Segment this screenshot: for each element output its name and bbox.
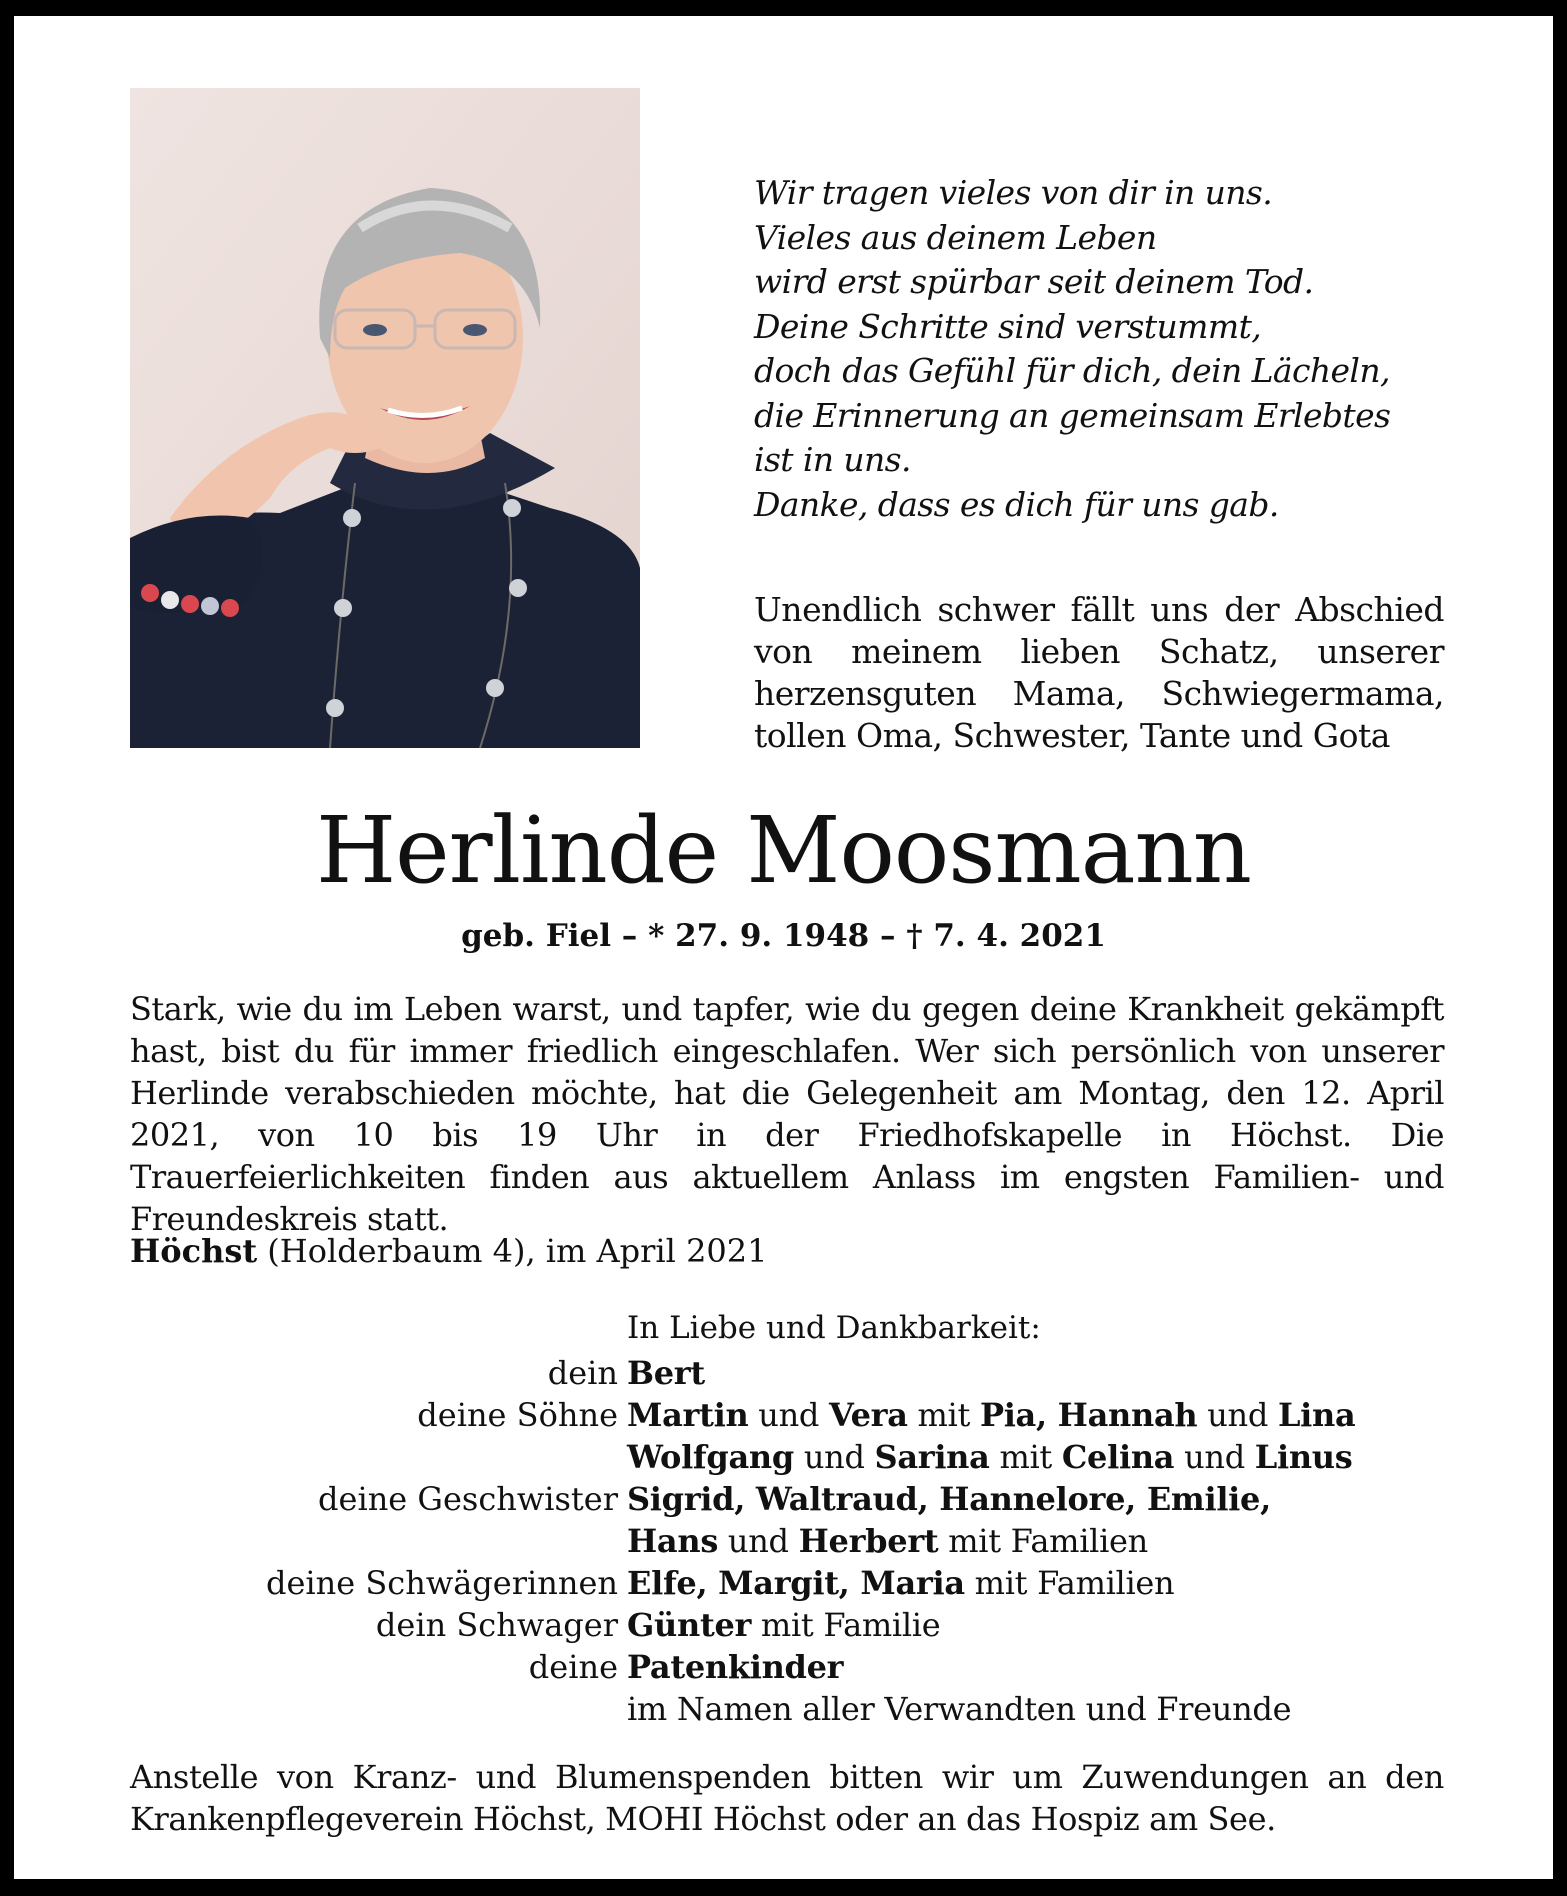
family-connector: und (748, 1396, 829, 1434)
poem-line: wird erst spürbar seit deinem Tod. (754, 262, 1314, 301)
place-town: Höchst (130, 1232, 258, 1270)
family-connector: mit Familie (751, 1606, 941, 1644)
family-member-name: Wolfgang (627, 1438, 794, 1476)
family-list (14, 1352, 1553, 1730)
donation-note: Anstelle von Kranz- und Blumenspenden bitten wir um Zuwendungen an den Krankenpflegeverein Höchst, MOHI Höchst oder an das Hospiz am See. (130, 1758, 1444, 1838)
family-row (14, 1394, 1553, 1436)
family-member-name: Günter (627, 1606, 752, 1644)
family-row (14, 1604, 1553, 1646)
family-member-name: Elfe, Margit, Maria (627, 1564, 965, 1602)
family-names (627, 1352, 705, 1394)
family-member-name: Martin (627, 1396, 749, 1434)
obituary-notice (14, 16, 1553, 1879)
family-names (627, 1394, 1355, 1436)
family-row (14, 1520, 1553, 1562)
family-names (627, 1688, 1291, 1730)
family-member-name: Lina (1277, 1396, 1356, 1434)
birth-death-dates: geb. Fiel – * 27. 9. 1948 – † 7. 4. 2021 (461, 918, 1106, 954)
poem-line: Vieles aus deinem Leben (754, 217, 1157, 257)
poem (754, 171, 1454, 527)
family-member-name: Sigrid, Waltraud, Hannelore, Emilie, (627, 1480, 1271, 1518)
family-names (627, 1520, 1148, 1562)
deceased-name: Herlinde Moosmann (315, 797, 1252, 904)
family-member-name: Patenkinder (627, 1648, 844, 1686)
family-connector: und (793, 1438, 875, 1476)
poem-line: doch das Gefühl für dich, dein Lächeln, (754, 351, 1390, 390)
family-relation: dein Schwager (375, 1606, 618, 1644)
poem-line: ist in uns. (754, 440, 911, 479)
family-relation (14, 1520, 627, 1562)
family-relation: dein (547, 1354, 618, 1392)
farewell-intro: Unendlich schwer fällt uns der Abschied von meinem lieben Schatz, unserer herzensguten Mama, Schwiegermama, tollen Oma, Schwester, Tante und Gota (754, 590, 1444, 755)
place-details: (Holderbaum 4), im April 2021 (257, 1232, 768, 1270)
family-connector: mit Familien (964, 1564, 1175, 1602)
family-member-name: Pia, Hannah (979, 1396, 1198, 1434)
family-member-name: Vera (828, 1396, 908, 1434)
family-row (14, 1688, 1553, 1730)
family-names (627, 1436, 1353, 1478)
family-relation: deine Söhne (417, 1396, 618, 1434)
place-date (130, 1229, 768, 1273)
poem-line: Wir tragen vieles von dir in uns. (754, 173, 1273, 212)
family-connector: und (1197, 1396, 1278, 1434)
family-member-name: Celina (1061, 1438, 1175, 1476)
family-connector: mit (907, 1396, 980, 1434)
family-relation: deine (528, 1648, 618, 1686)
family-connector: und (718, 1522, 799, 1560)
family-connector: im Namen aller Verwandten und Freunde (627, 1690, 1292, 1728)
poem-line: Danke, dass es dich für uns gab. (754, 484, 1279, 524)
family-row (14, 1352, 1553, 1394)
family-member-name: Linus (1254, 1438, 1353, 1476)
family-names (627, 1646, 843, 1688)
family-member-name: Bert (627, 1354, 705, 1392)
family-names (627, 1562, 1174, 1604)
family-row (14, 1478, 1553, 1520)
family-connector: mit (989, 1438, 1062, 1476)
main-text: Stark, wie du im Leben warst, und tapfer, wie du gegen deine Krankheit gekämpft hast, bist du für immer friedlich eingeschlafen. Wer sich persönlich von unserer Herlinde verabschieden möchte, hat die Gelegenheit am Montag, den 12. April 2021, von 10 bis 19 Uhr in der Friedhofskapelle in Höchst. Die Trauerfeierlichkeiten finden aus aktuellem Anlass im engsten Familien- und Freundeskreis statt. (130, 990, 1444, 1238)
portrait-photo (130, 88, 640, 748)
thanks-line: In Liebe und Dankbarkeit: (627, 1310, 1041, 1346)
family-row (14, 1646, 1553, 1688)
family-relation: deine Geschwister (318, 1480, 618, 1518)
family-relation: deine Schwägerinnen (265, 1564, 618, 1602)
family-member-name: Herbert (798, 1522, 939, 1560)
family-relation (14, 1436, 627, 1478)
family-member-name: Hans (627, 1522, 719, 1560)
family-member-name: Sarina (874, 1438, 990, 1476)
family-names (627, 1604, 940, 1646)
poem-line: die Erinnerung an gemeinsam Erlebtes (754, 395, 1391, 435)
family-row (14, 1436, 1553, 1478)
family-connector: und (1174, 1438, 1255, 1476)
family-row (14, 1562, 1553, 1604)
family-connector: mit Familien (938, 1522, 1148, 1560)
poem-line: Deine Schritte sind verstummt, (754, 306, 1262, 346)
family-names (627, 1478, 1271, 1520)
family-relation (14, 1688, 627, 1730)
